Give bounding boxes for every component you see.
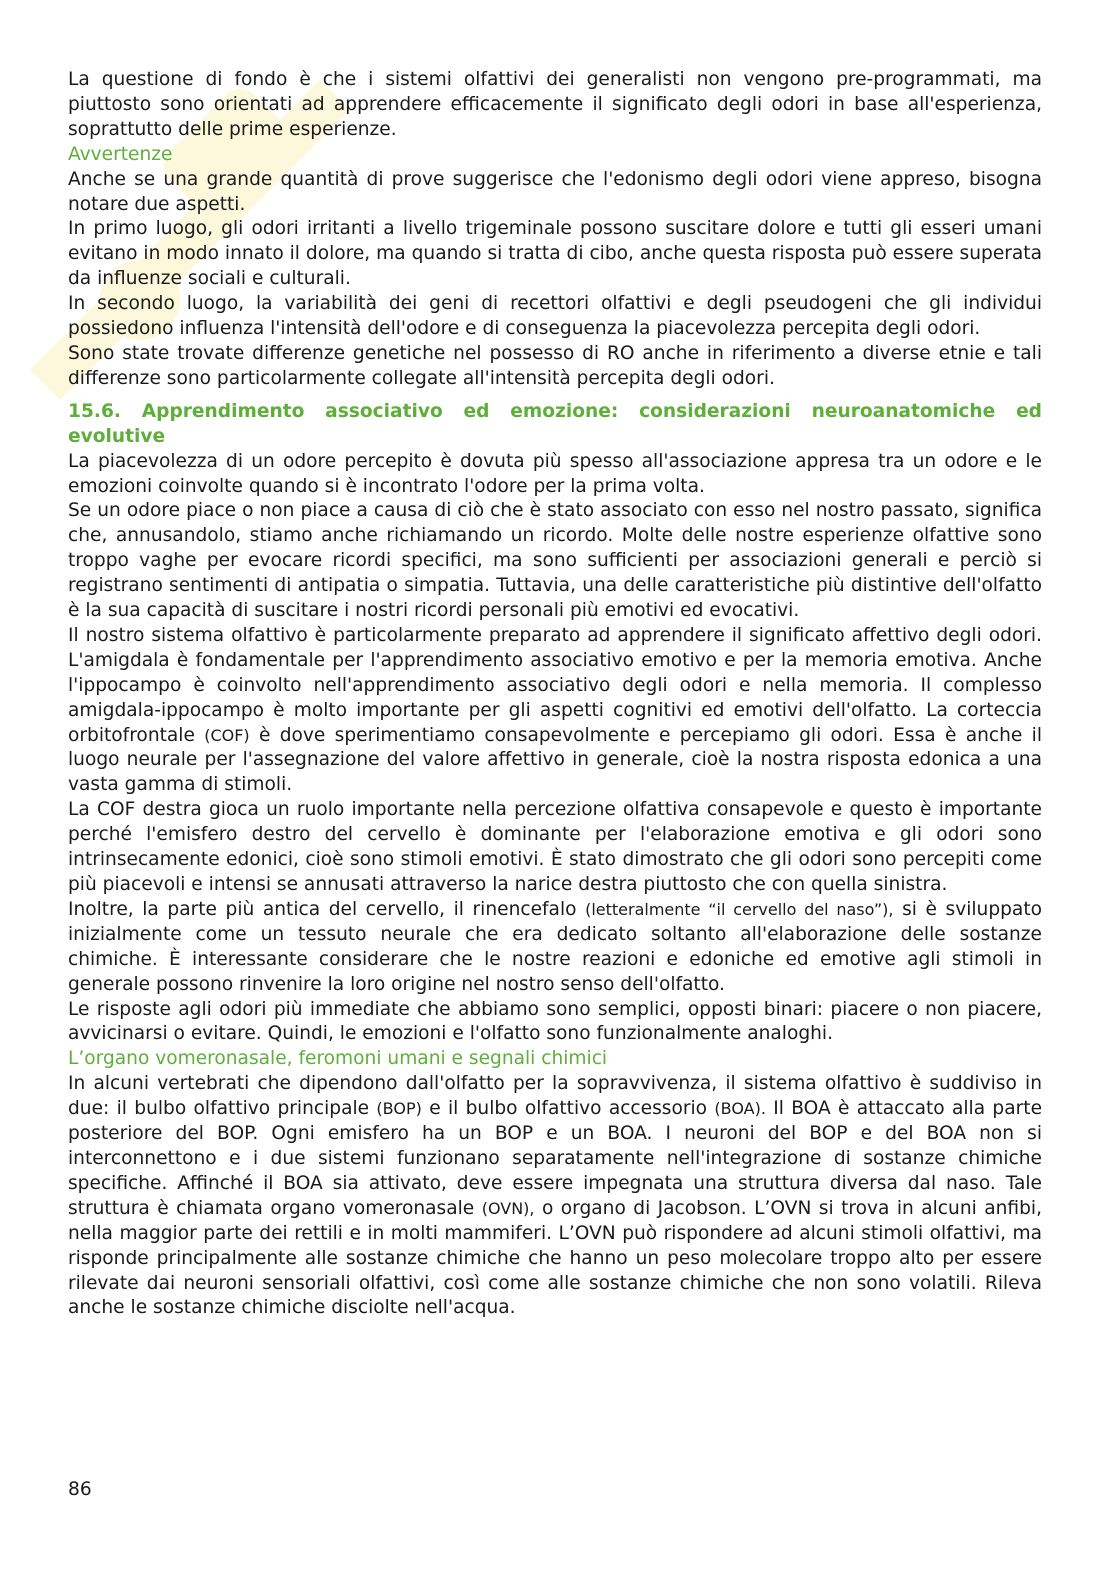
parenthetical: (letteralmente “il cervello del naso”), [585, 899, 894, 919]
text-run: e il bulbo olfattivo accessorio [429, 1098, 708, 1120]
document-page [68, 68, 1042, 1321]
text-run: si è sviluppato inizialmente come un tessuto neurale che era dedicato soltanto all'elaborazione delle sostanze chimiche. È interessante considerare che le nostre reazioni e edoniche ed emotive agli stimoli in generale possono rinvenire la loro origine nel nostro senso dell'olfatto. [68, 898, 1042, 995]
paragraph: In secondo luogo, la variabilità dei geni di recettori olfattivi e degli pseudogeni che gli individui possiedono influenza l'intensità dell'odore e di conseguenza la piacevolezza percepita degli odori. [68, 293, 1042, 340]
paragraph: La COF destra gioca un ruolo importante nella percezione olfattiva consapevole e questo è importante perché l'emisfero destro del cervello è dominante per l'elaborazione emotiva e gli odori sono intrinsecamente edonici, cioè sono stimoli emotivi. È stato dimostrato che gli odori sono percepiti come più piacevoli e intensi se annusati attraverso la narice destra piuttosto che con quella sinistra. [68, 799, 1042, 895]
subheading-organo-vomeronasale: L’organo vomeronasale, feromoni umani e segnali chimici [68, 1048, 608, 1070]
paragraph: Sono state trovate differenze genetiche nel possesso di RO anche in riferimento a diverse etnie e tali differenze sono particolarmente collegate all'intensità percepita degli odori. [68, 342, 1042, 389]
subheading-avvertenze: Avvertenze [68, 143, 173, 165]
paragraph: Se un odore piace o non piace a causa di ciò che è stato associato con esso nel nostro passato, significa che, annusandolo, stiamo anche richiamando un ricordo. Molte delle nostre esperienze olfattive sono troppo vaghe per evocare ricordi specifici, ma sono sufficienti per associazioni generali e perciò si registrano sentimenti di antipatia o simpatia. Tuttavia, una delle caratteristiche più distintive dell'olfatto è la sua capacità di suscitare i nostri ricordi personali più emotivi ed evocativi. [68, 500, 1042, 622]
abbreviation: (BOA). [714, 1099, 766, 1119]
text-run: In alcuni vertebrati che dipendono dall'olfatto per la sopravvivenza, il sistema olfattivo è suddiviso in due: il bulbo olfattivo principale [68, 1073, 1042, 1120]
text-run: è dove sperimentiamo consapevolmente e percepiamo gli odori. Essa è anche il luogo neurale per l'assegnazione del valore affettivo in generale, cioè la nostra risposta edonica a una vasta gamma di stimoli. [68, 724, 1042, 796]
paragraph [68, 624, 1042, 798]
paragraph: Anche se una grande quantità di prove suggerisce che l'edonismo degli odori viene appreso, bisogna notare due aspetti. [68, 168, 1042, 215]
paragraph: Le risposte agli odori più immediate che abbiamo sono semplici, opposti binari: piacere o non piacere, avvicinarsi o evitare. Quindi, le emozioni e l'olfatto sono funzionalmente analoghi. [68, 998, 1042, 1045]
paragraph: In primo luogo, gli odori irritanti a livello trigeminale possono suscitare dolore e tutti gli esseri umani evitano in modo innato il dolore, ma quando si tratta di cibo, anche questa risposta può essere superata da influenze sociali e culturali. [68, 218, 1042, 290]
text-run: o organo di Jacobson. L’OVN si trova in alcuni anfibi, nella maggior parte dei rettili e in molti mammiferi. L’OVN può rispondere ad alcuni stimoli olfattivi, ma risponde principalmente alle sostanze chimiche che hanno un peso molecolare troppo alto per essere rilevate dai neuroni sensoriali olfattivi, così come alle sostanze chimiche che non sono volatili. Rileva anche le sostanze chimiche disciolte nell'acqua. [68, 1197, 1042, 1319]
abbreviation: (OVN), [481, 1198, 535, 1218]
abbreviation: (BOP) [376, 1099, 422, 1119]
paragraph: La questione di fondo è che i sistemi olfattivi dei generalisti non vengono pre-programmati, ma piuttosto sono orientati ad apprendere efficacemente il significato degli odori in base all'esperienza, soprattutto delle prime esperienze. [68, 69, 1042, 140]
paragraph: La piacevolezza di un odore percepito è dovuta più spesso all'associazione appresa tra un odore e le emozioni coinvolte quando si è incontrato l'odore per la prima volta. [68, 450, 1042, 497]
text-run: Il BOA è attaccato alla parte posteriore del BOP. Ogni emisfero ha un BOP e un BOA. I neuroni del BOP e del BOA non si interconnettono e i due sistemi funzionano separatamente nell'integrazione di sostanze chimiche specifiche. Affinché il BOA sia attivato, deve essere impegnata una struttura diversa dal naso. Tale struttura è chiamata organo vomeronasale [68, 1098, 1043, 1219]
paragraph [68, 1072, 1042, 1321]
text-run: Il nostro sistema olfattivo è particolarmente preparato ad apprendere il significato affettivo degli odori. L'amigdala è fondamentale per l'apprendimento associativo emotivo e per la memoria emotiva. Anche l'ippocampo è coinvolto nell'apprendimento associativo degli odori e nella memoria. Il complesso amigdala-ippocampo è molto importante per gli aspetti cognitivi ed emotivi dell'olfatto. La corteccia orbitofrontale [68, 624, 1042, 746]
abbreviation: (COF) [204, 725, 250, 745]
page-number: 86 [68, 1479, 92, 1500]
text-run: Inoltre, la parte più antica del cervello, il rinencefalo [68, 898, 577, 920]
section-heading-15-6: 15.6. Apprendimento associativo ed emozione: considerazioni neuroanatomiche ed evolutive [68, 400, 1042, 447]
paragraph [68, 898, 1042, 998]
